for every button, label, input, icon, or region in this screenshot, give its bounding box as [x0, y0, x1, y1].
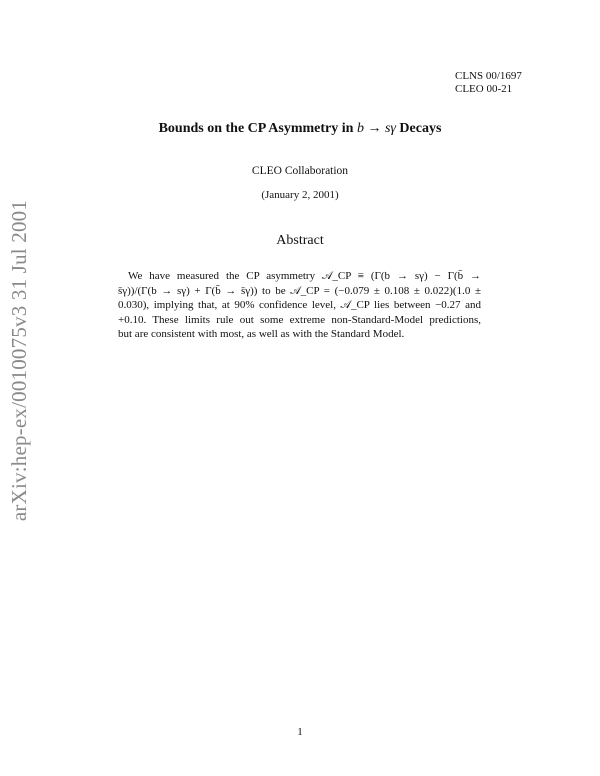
abstract-line: s̄γ))/(Γ(b → sγ) + Γ(b̄ → s̄γ)) to be 𝒜_CP = (−0.079 ± 0.108 ± 0.022)(1.0 ± [118, 284, 481, 297]
report-number: CLNS 00/1697 [455, 70, 522, 82]
abstract-line: 0.030), implying that, at 90% confidence level, 𝒜_CP lies between −0.27 and [118, 299, 481, 311]
title-math: b → sγ [356, 121, 396, 136]
arxiv-identifier-text: arXiv:hep-ex/0010075v3 31 Jul 2001 [7, 199, 32, 521]
abstract-body [118, 269, 481, 342]
author-collaboration: CLEO Collaboration [251, 165, 349, 177]
title-suffix: Decays [395, 121, 442, 136]
abstract-line: but are consistent with most, as well as with the Standard Model. [118, 328, 405, 340]
abstract-line: +0.10. These limits rule out some extreme non-Standard-Model predictions, [118, 313, 481, 326]
paper-title [0, 121, 600, 137]
abstract-heading: Abstract [276, 233, 324, 248]
paper-date: (January 2, 2001) [261, 189, 339, 201]
arxiv-identifier-stamp [7, 199, 33, 521]
page-number: 1 [297, 726, 303, 738]
report-number: CLEO 00-21 [455, 83, 513, 95]
title-prefix: Bounds on the CP Asymmetry in [158, 121, 357, 136]
abstract-line: We have measured the CP asymmetry 𝒜_CP ≡ (Γ(b → sγ) − Γ(b̄ → [128, 270, 481, 282]
report-numbers [455, 70, 522, 96]
